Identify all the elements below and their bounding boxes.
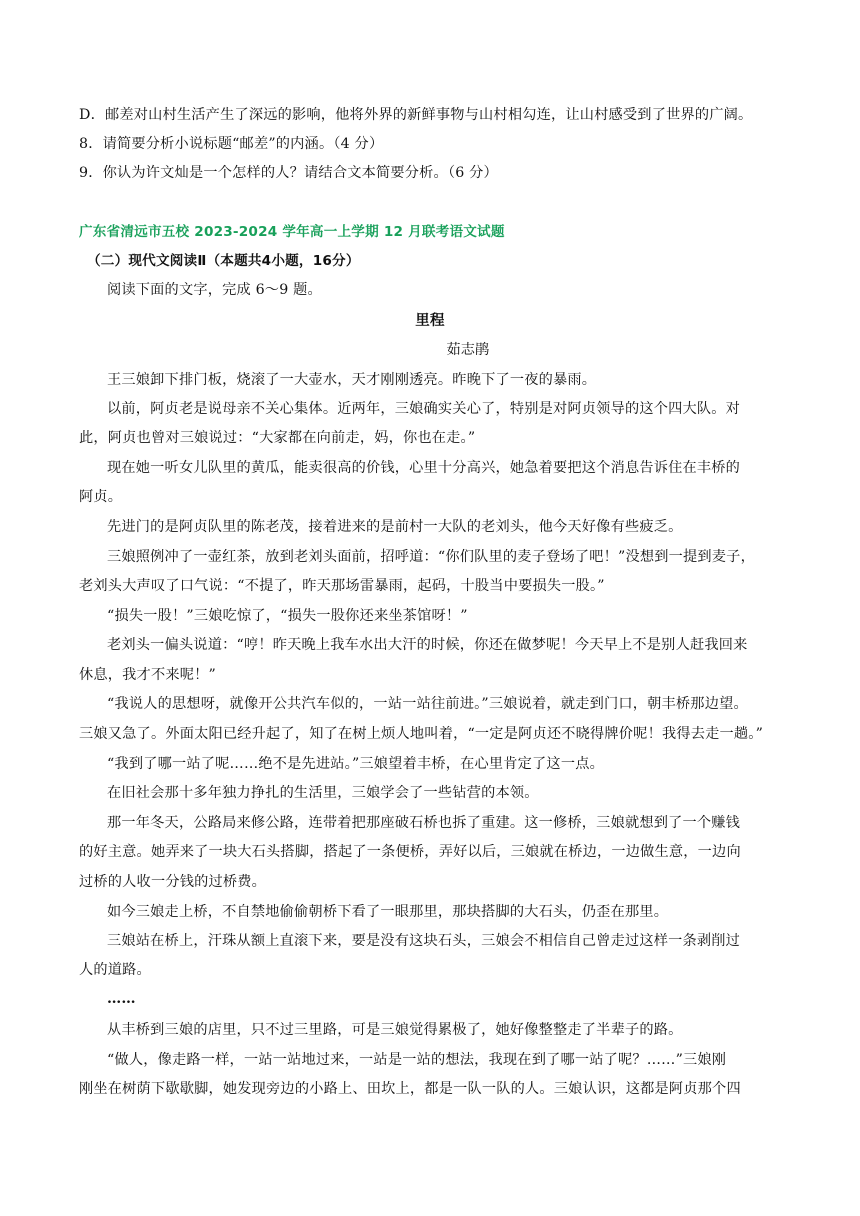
- article-line: 如今三娘走上桥，不自禁地偷偷朝桥下看了一眼那里，那块搭脚的大石头，仍歪在那里。: [107, 904, 669, 920]
- article-line: 休息，我才不来呢！”: [79, 667, 216, 683]
- article-line: 以前，阿贞老是说母亲不关心集体。近两年，三娘确实关心了，特别是对阿贞领导的这个四大队。对: [107, 401, 741, 417]
- article-line: 阿贞。: [79, 489, 123, 505]
- article-line: 那一年冬天，公路局来修公路，连带着把那座破石桥也拆了重建。这一修桥，三娘就想到了一个赚钱: [107, 815, 741, 831]
- article-line: 此，阿贞也曾对三娘说过：“大家都在向前走，妈，你也在走。”: [79, 430, 476, 446]
- article-line: 三娘又急了。外面太阳已经升起了，知了在树上烦人地叫着，“一定是阿贞还不晓得牌价呢！我得去走一趟。”: [79, 726, 764, 742]
- article-author: 茹志鹃: [446, 342, 490, 358]
- article-line: 人的道路。: [79, 962, 151, 978]
- source-heading: 广东省清远市五校 2023-2024 学年高一上学期 12 月联考语文试题: [79, 224, 505, 240]
- article-line: 从丰桥到三娘的店里，只不过三里路，可是三娘觉得累极了，她好像整整走了半辈子的路。: [107, 1022, 683, 1038]
- article-line: 老刘头大声叹了口气说：“不提了，昨天那场雷暴雨，起码，十股当中要损失一股。”: [79, 578, 605, 594]
- article-line: 刚坐在树荫下歇歇脚，她发现旁边的小路上、田坎上，都是一队一队的人。三娘认识，这都是阿贞那个四: [79, 1081, 741, 1097]
- article-line: 现在她一听女儿队里的黄瓜，能卖很高的价钱，心里十分高兴，她急着要把这个消息告诉住在丰桥的: [107, 460, 741, 476]
- article-line: “我到了哪一站了呢……绝不是先进站。”三娘望着丰桥，在心里肯定了这一点。: [107, 756, 604, 772]
- article-line: 三娘站在桥上，汗珠从额上直滚下来，要是没有这块石头，三娘会不相信自己曾走过这样一条剥削过: [107, 933, 741, 949]
- article-line: 三娘照例冲了一壶红茶，放到老刘头面前，招呼道：“你们队里的麦子登场了吧！”没想到一提到麦子，: [107, 549, 755, 565]
- article-line: 过桥的人收一分钱的过桥费。: [79, 874, 267, 890]
- question-8: 8．请简要分析小说标题“邮差”的内涵。（4 分）: [79, 136, 384, 152]
- article-line: 先进门的是阿贞队里的陈老茂，接着进来的是前村一大队的老刘头，他今天好像有些疲乏。: [107, 519, 683, 535]
- article-title: 里程: [415, 313, 445, 329]
- article-line: 的好主意。她弄来了一块大石头搭脚，搭起了一条便桥，弄好以后，三娘就在桥边，一边做生意，一边向: [79, 844, 741, 860]
- reading-instruction: 阅读下面的文字，完成 6～9 题。: [107, 282, 322, 298]
- option-d: D．邮差对山村生活产生了深远的影响，他将外界的新鲜事物与山村相勾连，让山村感受到了世界的广阔。: [79, 107, 753, 123]
- article-line: 老刘头一偏头说道：“哼！昨天晚上我车水出大汗的时候，你还在做梦呢！今天早上不是别人赶我回来: [107, 637, 748, 653]
- section-heading: （二）现代文阅读Ⅱ（本题共4小题，16分）: [87, 253, 360, 269]
- article-line: “损失一股！”三娘吃惊了，“损失一股你还来坐茶馆呀！”: [107, 608, 468, 624]
- article-line: “做人，像走路一样，一站一站地过来，一站是一站的想法，我现在到了哪一站了呢？……”三娘刚: [107, 1052, 727, 1068]
- article-line: 王三娘卸下排门板，烧滚了一大壶水，天才刚刚透亮。昨晚下了一夜的暴雨。: [107, 372, 597, 388]
- ellipsis-line: ……: [107, 991, 136, 1007]
- article-line: 在旧社会那十多年独力挣扎的生活里，三娘学会了一些钻营的本领。: [107, 785, 539, 801]
- article-line: “我说人的思想呀，就像开公共汽车似的，一站一站往前进。”三娘说着，就走到门口，朝丰桥那边望。: [107, 696, 748, 712]
- question-9: 9．你认为许文灿是一个怎样的人？请结合文本简要分析。（6 分）: [79, 165, 498, 181]
